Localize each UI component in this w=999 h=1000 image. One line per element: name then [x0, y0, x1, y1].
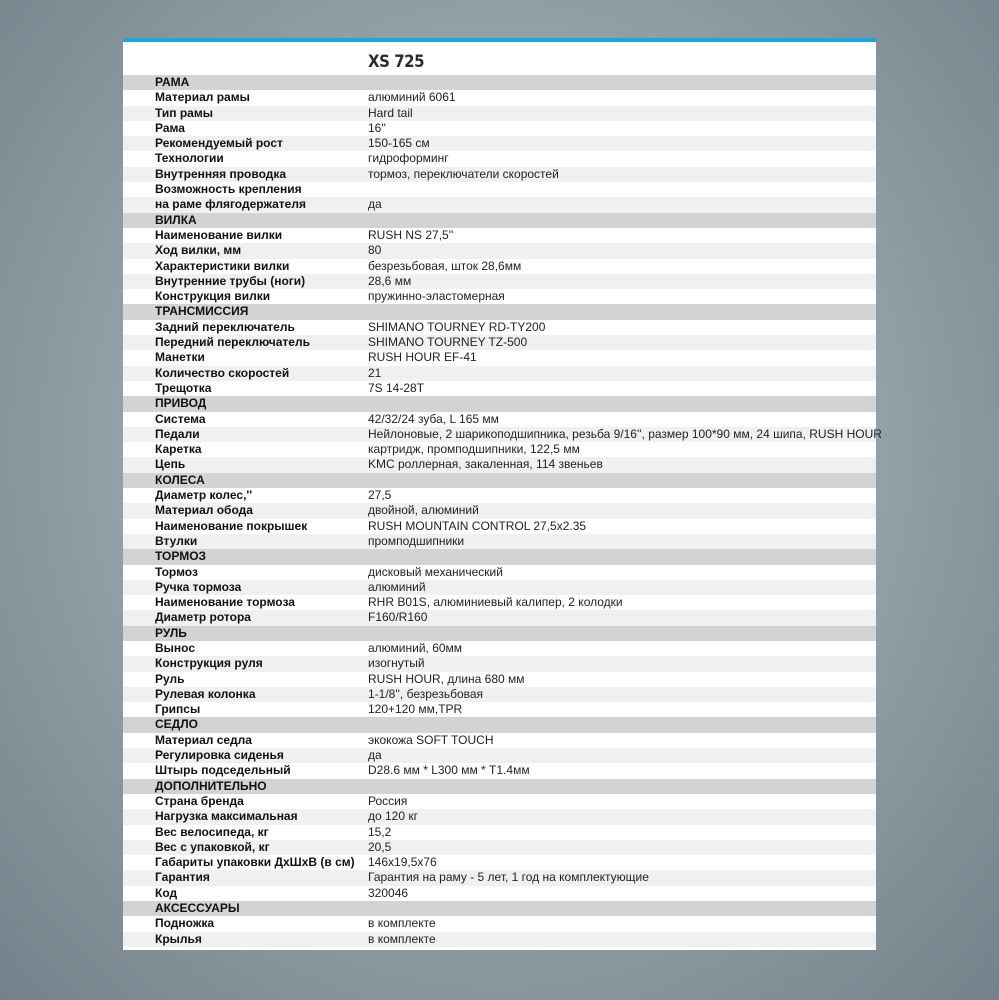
spec-value: RUSH HOUR EF-41 [368, 350, 477, 365]
spec-row [123, 289, 876, 304]
spec-label: Код [155, 885, 178, 900]
spec-value: 20,5 [368, 839, 392, 854]
spec-row [123, 565, 876, 580]
spec-row [123, 595, 876, 610]
spec-row [123, 687, 876, 702]
spec-row [123, 442, 876, 457]
spec-value: безрезьбовая, шток 28,6мм [368, 258, 522, 273]
spec-row [123, 106, 876, 121]
spec-label: Тип рамы [155, 105, 213, 120]
spec-value: RUSH HOUR, длина 680 мм [368, 671, 525, 686]
spec-value: в комплекте [368, 916, 436, 931]
spec-label: Вынос [155, 640, 196, 655]
spec-value: D28.6 мм * L300 мм * T1.4мм [368, 763, 530, 778]
spec-label: Внутренние трубы (ноги) [155, 273, 306, 288]
spec-row [123, 457, 876, 472]
spec-row [123, 840, 876, 855]
spec-row [123, 259, 876, 274]
section-title: ДОПОЛНИТЕЛЬНО [155, 778, 267, 793]
spec-label: Наименование покрышек [155, 518, 308, 533]
spec-row [123, 886, 876, 901]
spec-label: Вес с упаковкой, кг [155, 839, 270, 854]
section-title: КОЛЕСА [155, 472, 205, 487]
spec-label: Количество скоростей [155, 365, 290, 380]
spec-value: Гарантия на раму - 5 лет, 1 год на комплектующие [368, 870, 649, 885]
spec-label: Рекомендуемый рост [155, 136, 283, 151]
spec-label: Руль [155, 671, 185, 686]
spec-row [123, 197, 876, 212]
spec-row [123, 503, 876, 518]
spec-label: Крылья [155, 931, 202, 946]
spec-label: Каретка [155, 442, 202, 457]
spec-label: Материал рамы [155, 90, 250, 105]
section-header [123, 717, 876, 732]
section-title: РАМА [155, 75, 190, 89]
spec-label: Педали [155, 426, 200, 441]
section-header [123, 779, 876, 794]
spec-value: картридж, промподшипники, 122,5 мм [368, 442, 580, 457]
spec-label: Внутренняя проводка [155, 166, 287, 181]
section-header [123, 304, 876, 319]
spec-value: 80 [368, 243, 382, 258]
spec-row [123, 610, 876, 625]
spec-value: RUSH MOUNTAIN CONTROL 27,5x2.35 [368, 518, 587, 533]
spec-row [123, 733, 876, 748]
spec-value: да [368, 748, 382, 763]
section-title: ТРАНСМИССИЯ [155, 304, 249, 319]
spec-label: Передний переключатель [155, 335, 310, 350]
spec-value: 42/32/24 зуба, L 165 мм [368, 411, 499, 426]
spec-value: 146x19,5x76 [368, 855, 437, 870]
spec-row [123, 320, 876, 335]
spec-label: Наименование тормоза [155, 595, 295, 610]
section-title: РУЛЬ [155, 625, 187, 640]
spec-label: Рулевая колонка [155, 686, 256, 701]
spec-value: Hard tail [368, 105, 413, 120]
spec-value: RUSH NS 27,5'' [368, 227, 454, 242]
spec-value: да [368, 197, 382, 212]
spec-label: Тормоз [155, 564, 198, 579]
spec-label: Цепь [155, 457, 186, 472]
spec-label: Наименование вилки [155, 227, 283, 242]
spec-value: 21 [368, 365, 382, 380]
spec-label: Вес велосипеда, кг [155, 824, 269, 839]
spec-label: Характеристики вилки [155, 258, 290, 273]
spec-value: до 120 кг [368, 809, 418, 824]
spec-label: Материал седла [155, 732, 252, 747]
spec-row [123, 763, 876, 778]
section-title: ТОРМОЗ [155, 549, 207, 564]
section-header [123, 473, 876, 488]
spec-label: Рама [155, 120, 185, 135]
spec-sheet [123, 38, 882, 950]
spec-row [123, 580, 876, 595]
spec-label: Конструкция руля [155, 656, 263, 671]
spec-row [123, 426, 882, 442]
spec-table [123, 75, 882, 947]
spec-value: Россия [368, 793, 408, 808]
section-header [123, 626, 876, 641]
spec-label: Гарантия [155, 870, 210, 885]
spec-value: в комплекте [368, 931, 436, 946]
section-header [123, 75, 876, 90]
spec-row [123, 366, 876, 381]
section-title: АКСЕССУАРЫ [155, 901, 240, 916]
spec-label: Нагрузка максимальная [155, 809, 298, 824]
spec-row [123, 870, 876, 885]
spec-value: алюминий, 60мм [368, 640, 463, 655]
spec-row [123, 151, 876, 166]
spec-value: RHR B01S, алюминиевый калипер, 2 колодки [368, 595, 623, 610]
section-header [123, 549, 876, 564]
spec-label: Манетки [155, 350, 205, 365]
spec-label: Конструкция вилки [155, 289, 271, 304]
spec-value: двойной, алюминий [368, 503, 479, 518]
section-title: ПРИВОД [155, 396, 207, 411]
spec-label: Задний переключатель [155, 319, 295, 334]
spec-value: 320046 [368, 885, 409, 900]
spec-label: Ручка тормоза [155, 579, 242, 594]
spec-label: Втулки [155, 533, 198, 548]
spec-value: Нейлоновые, 2 шарикоподшипника, резьба 9/16'', размер 100*90 мм, 24 шипа, RUSH HOUR [368, 426, 882, 441]
spec-row [123, 274, 876, 289]
spec-value: промподшипники [368, 533, 465, 548]
spec-label: Система [155, 411, 206, 426]
spec-label: Диаметр колес,'' [155, 488, 253, 503]
spec-value: тормоз, переключатели скоростей [368, 166, 559, 181]
spec-value: 1-1/8'', безрезьбовая [368, 686, 484, 701]
spec-row [123, 855, 876, 870]
spec-row [123, 243, 876, 258]
spec-value: экокожа SOFT TOUCH [368, 732, 494, 747]
spec-label: Грипсы [155, 702, 201, 717]
spec-label: Подножка [155, 916, 215, 931]
section-title: СЕДЛО [155, 717, 198, 732]
spec-label: Регулировка сиденья [155, 748, 284, 763]
section-header [123, 901, 876, 916]
spec-row [123, 809, 876, 824]
model-title: XS 725 [368, 52, 425, 72]
spec-value: пружинно-эластомерная [368, 289, 505, 304]
spec-value: KMC роллерная, закаленная, 114 звеньев [368, 457, 603, 472]
spec-value: дисковый механический [368, 564, 503, 579]
spec-value: алюминий 6061 [368, 90, 456, 105]
spec-value: изогнутый [368, 656, 425, 671]
spec-value: 150-165 см [368, 136, 430, 151]
spec-row [123, 488, 876, 503]
spec-label: Трещотка [155, 380, 212, 395]
spec-value: алюминий [368, 579, 426, 594]
section-title: ВИЛКА [155, 212, 197, 227]
spec-value: 15,2 [368, 824, 392, 839]
spec-label: Габариты упаковки ДхШхВ (в см) [155, 855, 355, 870]
spec-row [123, 641, 876, 656]
spec-row [123, 916, 876, 931]
spec-row [123, 519, 876, 534]
spec-row [123, 90, 876, 105]
spec-row [123, 136, 876, 151]
spec-label: Страна бренда [155, 793, 244, 808]
spec-row [123, 702, 876, 717]
spec-value: 120+120 мм,TPR [368, 702, 463, 717]
section-header [123, 396, 876, 411]
spec-label: Возможность крепления [155, 182, 302, 197]
spec-label: Ход вилки, мм [155, 243, 242, 258]
spec-row [123, 534, 876, 549]
spec-row [123, 412, 876, 427]
spec-label: Штырь подседельный [155, 763, 291, 778]
spec-value: 27,5 [368, 488, 392, 503]
spec-row [123, 182, 876, 197]
spec-value: F160/R160 [368, 610, 428, 625]
spec-row [123, 350, 876, 365]
spec-value: гидроформинг [368, 151, 449, 166]
section-header [123, 213, 876, 228]
spec-label: Диаметр ротора [155, 610, 251, 625]
spec-row [123, 335, 876, 350]
spec-label: Технологии [155, 151, 224, 166]
spec-label: на раме флягодержателя [155, 197, 306, 212]
spec-value: SHIMANO TOURNEY RD-TY200 [368, 319, 546, 334]
spec-row [123, 748, 876, 763]
spec-row [123, 825, 876, 840]
spec-value: 16'' [368, 120, 386, 135]
spec-value: SHIMANO TOURNEY TZ-500 [368, 335, 528, 350]
spec-row [123, 794, 876, 809]
title-row [123, 46, 876, 76]
spec-row [123, 167, 876, 182]
spec-row [123, 228, 876, 243]
spec-row [123, 381, 876, 396]
spec-value: 28,6 мм [368, 273, 412, 288]
spec-row [123, 121, 876, 136]
spec-row [123, 656, 876, 671]
spec-row [123, 932, 876, 947]
spec-label: Материал обода [155, 503, 253, 518]
spec-value: 7S 14-28T [368, 380, 425, 395]
spec-row [123, 672, 876, 687]
